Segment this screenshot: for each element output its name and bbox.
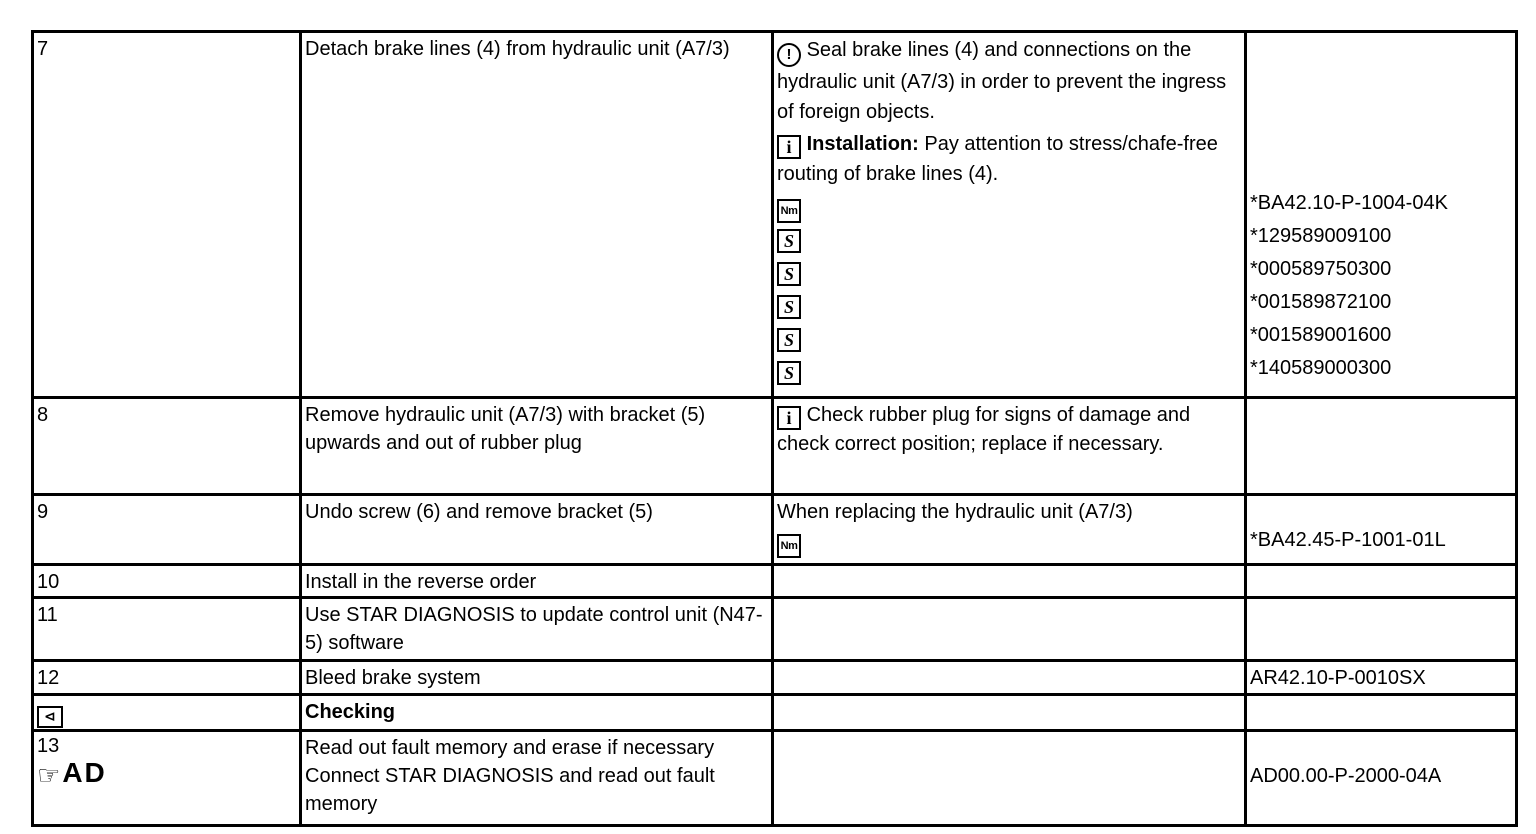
step-action: Use STAR DIAGNOSIS to update control unit (N47-5) software (301, 598, 773, 661)
table-row (33, 731, 1517, 826)
special-tool-icon: S (777, 295, 801, 319)
step-action: Undo screw (6) and remove bracket (5) (301, 495, 773, 565)
step-action: Bleed brake system (301, 661, 773, 695)
step-refs (1246, 398, 1517, 495)
step-refs (1246, 495, 1517, 565)
doc-link[interactable]: AD00.00-P-2000-04A (1250, 765, 1442, 787)
procedure-table (31, 30, 1518, 827)
table-row (33, 495, 1517, 565)
table-row (33, 695, 1517, 731)
tool-link[interactable]: *000589750300 (1250, 258, 1392, 280)
torque-icon: Nm (777, 199, 801, 223)
special-tool-icon: S (777, 229, 801, 253)
info-icon: i (777, 406, 801, 430)
step-action: Remove hydraulic unit (A7/3) with bracket (5) upwards and out of rubber plug (301, 398, 773, 495)
info-text: Check rubber plug for signs of damage and check correct position; replace if necessary. (777, 404, 1191, 455)
info-icon: i (777, 135, 801, 159)
step-notes (773, 495, 1246, 565)
step-number: 8 (33, 398, 301, 495)
tool-link[interactable]: *129589009100 (1250, 225, 1392, 247)
step-number: 9 (33, 495, 301, 565)
step-action: Read out fault memory and erase if necessary Connect STAR DIAGNOSIS and read out fault memory (301, 731, 773, 826)
table-row (33, 661, 1517, 695)
table-row (33, 398, 1517, 495)
table-row (33, 565, 1517, 598)
installation-text: Pay attention to stress/chafe-free routing of brake lines (4). (777, 133, 1218, 185)
table-row (33, 32, 1517, 398)
step-refs (1246, 32, 1517, 398)
ad-badge: AD (62, 757, 107, 788)
warning-text: Seal brake lines (4) and connections on the hydraulic unit (A7/3) in order to prevent the ingress of foreign objects. (777, 39, 1227, 123)
tool-link[interactable]: *140589000300 (1250, 357, 1392, 379)
section-heading: Checking (301, 695, 773, 731)
step-number: 10 (33, 565, 301, 598)
note-text: When replacing the hydraulic unit (A7/3) (777, 501, 1133, 523)
doc-link[interactable]: *BA42.45-P-1001-01L (1250, 529, 1446, 551)
tool-link[interactable]: *001589872100 (1250, 291, 1392, 313)
installation-label: Installation: (806, 133, 919, 155)
doc-link[interactable]: *BA42.10-P-1004-04K (1250, 192, 1448, 214)
special-tool-icon: S (777, 262, 801, 286)
step-number: 13 (37, 735, 60, 757)
step-number: 7 (33, 32, 301, 398)
special-tool-icon: S (777, 361, 801, 385)
back-arrow-icon: ⊲ (37, 706, 63, 728)
hand-pointer-icon: ☞ (37, 761, 61, 791)
step-action: Install in the reverse order (301, 565, 773, 598)
warning-icon: ! (777, 43, 801, 67)
step-number: 12 (33, 661, 301, 695)
torque-icon: Nm (777, 534, 801, 558)
step-notes (773, 32, 1246, 398)
tool-link[interactable]: *001589001600 (1250, 324, 1392, 346)
table-row (33, 598, 1517, 661)
special-tool-icon: S (777, 328, 801, 352)
step-number: 11 (33, 598, 301, 661)
step-notes (773, 398, 1246, 495)
step-action: Detach brake lines (4) from hydraulic unit (A7/3) (301, 32, 773, 398)
doc-link[interactable]: AR42.10-P-0010SX (1246, 661, 1517, 695)
